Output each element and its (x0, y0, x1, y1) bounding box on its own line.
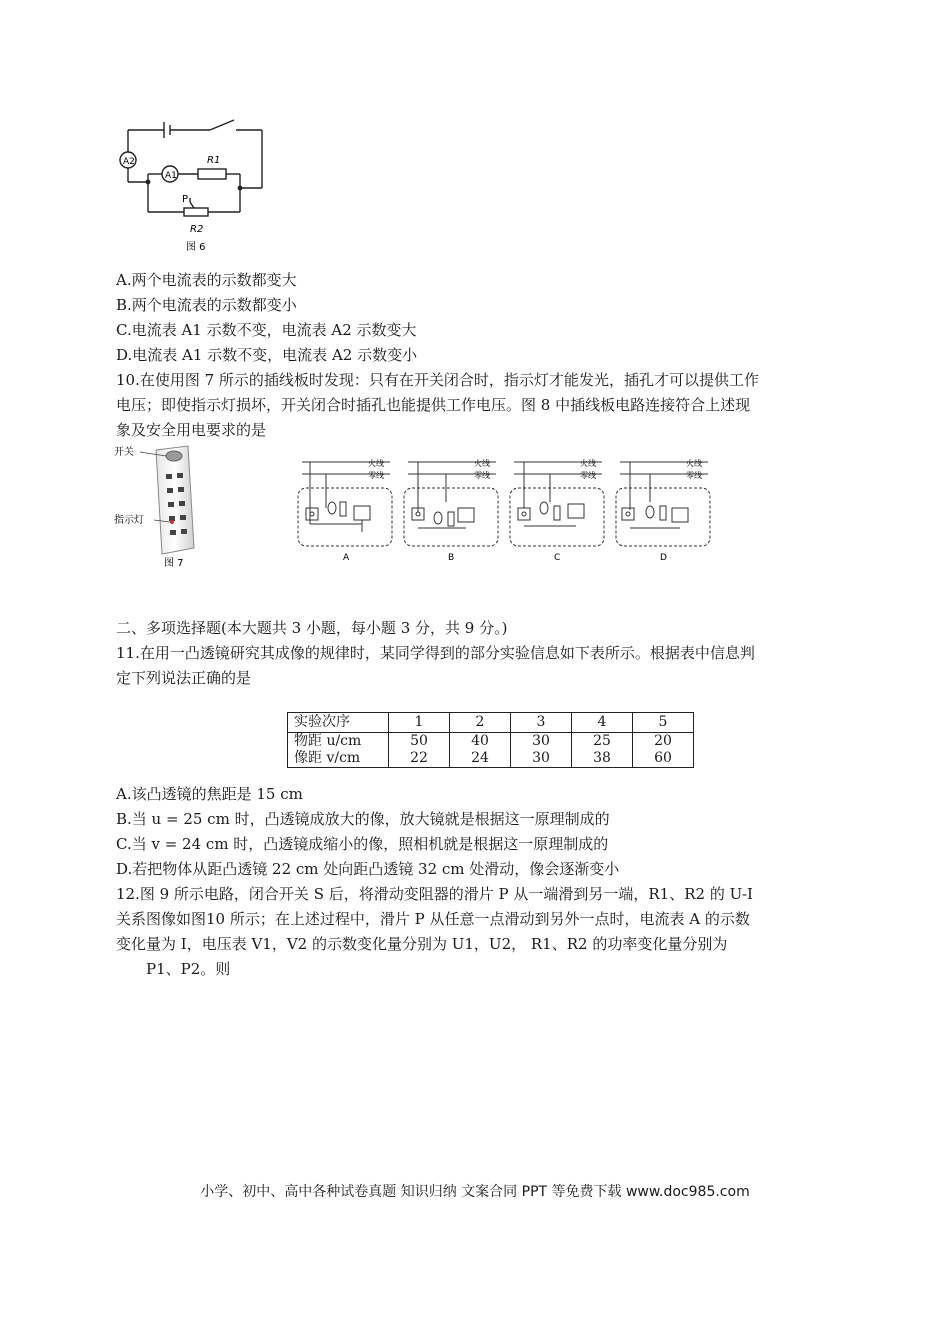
neutral-wire-label-c: 零线 (580, 471, 596, 480)
q11-line-1: 11.在用一凸透镜研究其成像的规律时，某同学得到的部分实验信息如下表所示。根据表中信息判 (116, 644, 755, 662)
live-wire-label-a: 火线 (368, 459, 384, 468)
table-cell: 22 (389, 750, 450, 768)
table-row-label: 像距 v/cm (288, 750, 389, 768)
figure-8-circuits (296, 452, 716, 566)
table-cell: 5 (633, 713, 694, 733)
ammeter-a1-label: A1 (165, 171, 177, 181)
live-wire-label-d: 火线 (686, 459, 702, 468)
table-cell: 30 (511, 750, 572, 768)
table-row (288, 733, 694, 751)
q9-option-a: A.两个电流表的示数都变大 (116, 271, 297, 289)
figure-7-caption: 图 7 (164, 558, 184, 569)
page-footer: 小学、初中、高中各种试卷真题 知识归纳 文案合同 PPT 等免费下载 www.doc985.com (200, 1184, 750, 1200)
live-wire-label-b: 火线 (474, 459, 490, 468)
q9-option-b: B.两个电流表的示数都变小 (116, 296, 297, 314)
slider-p-label: P (182, 194, 189, 205)
q11-option-d: D.若把物体从距凸透镜 22 cm 处向距凸透镜 32 cm 处滑动，像会逐渐变小 (116, 860, 620, 878)
neutral-wire-label-b: 零线 (474, 471, 490, 480)
table-cell: 3 (511, 713, 572, 733)
q12-line-4: P1、P2。则 (146, 960, 231, 978)
table-row-label: 物距 u/cm (288, 733, 389, 751)
ammeter-a2-label: A2 (123, 157, 135, 167)
option-c-label: C (554, 553, 561, 563)
figure-6-caption: 图 6 (186, 242, 206, 253)
switch-label: 开关 (114, 447, 134, 458)
table-cell: 38 (572, 750, 633, 768)
q9-option-d: D.电流表 A1 示数不变，电流表 A2 示数变小 (116, 346, 418, 364)
table-cell: 30 (511, 733, 572, 751)
live-wire-label-c: 火线 (580, 459, 596, 468)
q11-line-2: 定下列说法正确的是 (116, 669, 252, 687)
figure-6-circuit (112, 108, 272, 256)
table-cell: 50 (389, 733, 450, 751)
resistor-r1-label: R1 (207, 155, 221, 166)
q10-line-1: 10.在使用图 7 所示的插线板时发现：只有在开关闭合时，指示灯才能发光，插孔才可以提供工作 (116, 371, 759, 389)
q11-option-b: B.当 u = 25 cm 时，凸透镜成放大的像，放大镜就是根据这一原理制成的 (116, 810, 610, 828)
option-d-label: D (660, 553, 667, 563)
table-cell: 2 (450, 713, 511, 733)
q10-line-2: 电压；即使指示灯损坏，开关闭合时插孔也能提供工作电压。图 8 中插线板电路连接符合上述现 (116, 396, 751, 414)
table-header-cell: 实验次序 (288, 713, 389, 733)
table-row (288, 713, 694, 733)
q11-option-a: A.该凸透镜的焦距是 15 cm (116, 785, 303, 803)
lens-data-table (287, 712, 694, 768)
q12-line-2: 关系图像如图10 所示；在上述过程中，滑片 P 从任意一点滑动到另外一点时，电流表 A 的示数 (116, 910, 750, 928)
resistor-r2-label: R2 (190, 224, 204, 235)
indicator-label: 指示灯 (114, 515, 144, 526)
q9-option-c: C.电流表 A1 示数不变，电流表 A2 示数变大 (116, 321, 417, 339)
table-cell: 4 (572, 713, 633, 733)
table-cell: 1 (389, 713, 450, 733)
table-cell: 24 (450, 750, 511, 768)
table-cell: 60 (633, 750, 694, 768)
q12-line-3: 变化量为 I，电压表 V1，V2 的示数变化量分别为 U1，U2， R1、R2 的功率变化量分别为 (116, 935, 728, 953)
figure-7-power-strip (114, 444, 204, 570)
option-b-label: B (448, 553, 455, 563)
table-cell: 40 (450, 733, 511, 751)
neutral-wire-label-d: 零线 (686, 471, 702, 480)
table-cell: 25 (572, 733, 633, 751)
section-2-heading: 二、多项选择题(本大题共 3 小题，每小题 3 分，共 9 分。) (116, 619, 508, 637)
option-a-label: A (343, 553, 350, 563)
q12-line-1: 12.图 9 所示电路，闭合开关 S 后，将滑动变阻器的滑片 P 从一端滑到另一端，R1、R2 的 U-I (116, 885, 753, 903)
q11-option-c: C.当 v = 24 cm 时，凸透镜成缩小的像，照相机就是根据这一原理制成的 (116, 835, 609, 853)
q10-line-3: 象及安全用电要求的是 (116, 421, 267, 439)
neutral-wire-label-a: 零线 (368, 471, 384, 480)
table-row (288, 750, 694, 768)
table-cell: 20 (633, 733, 694, 751)
